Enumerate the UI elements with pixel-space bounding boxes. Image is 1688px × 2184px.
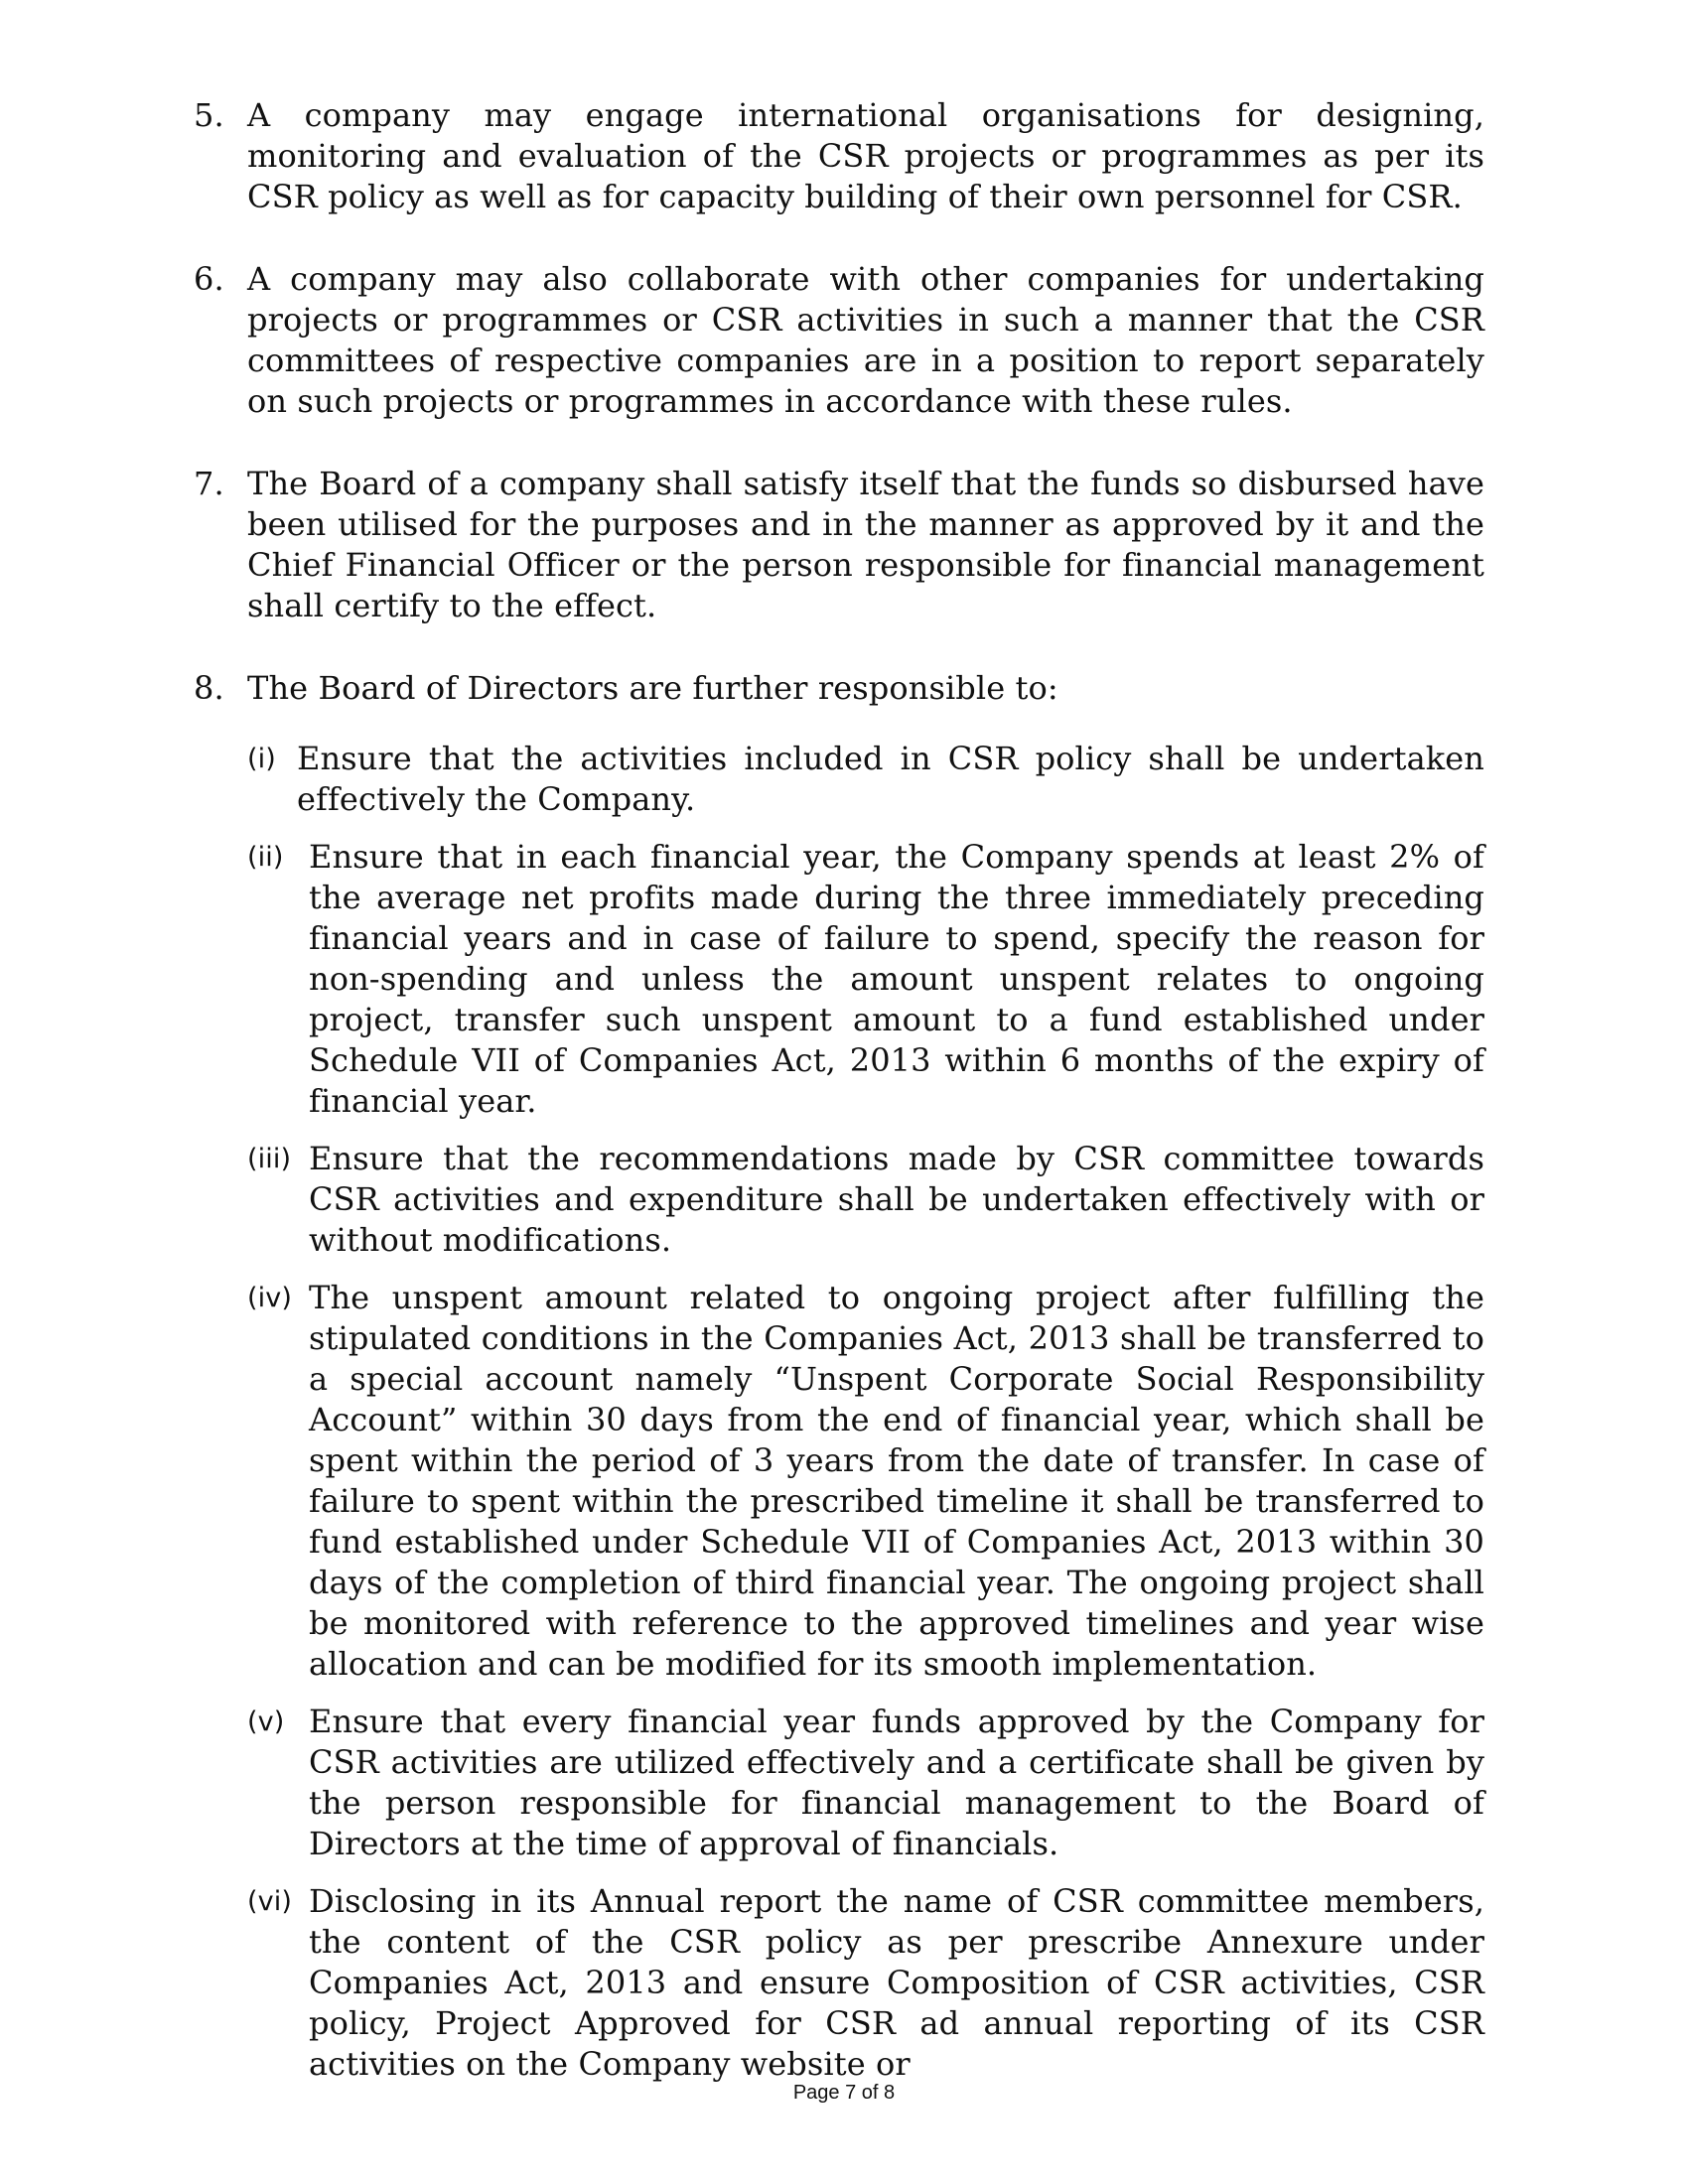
sub-item-ii: [247, 837, 1484, 1122]
sub-item-text: Ensure that the activities included in CSR policy shall be undertaken effectively the Company.: [297, 740, 1484, 818]
sub-item-number: (iii): [247, 1144, 292, 1174]
sub-item-text: Disclosing in its Annual report the name of CSR committee members, the content of the CSR policy as per prescribe Annexure under Companies Act, 2013 and ensure Composition of CSR activities, CSR policy, Project Approved for CSR ad annual reporting of its CSR activities on the Company website or: [309, 1882, 1484, 2083]
page-footer: [0, 2082, 1688, 2105]
sub-item-number: (vi): [247, 1886, 292, 1917]
list-item-6: [194, 259, 1484, 422]
list-item-5: [194, 95, 1484, 217]
sub-item-text: Ensure that every financial year funds approved by the Company for CSR activities are utilized effectively and a certificate shall be given by the person responsible for financial management to the Board of Directors at the time of approval of financials.: [309, 1703, 1484, 1862]
item-text: A company may also collaborate with other companies for undertaking projects or programmes or CSR activities in such a manner that the CSR committees of respective companies are in a position to report separately on such projects or programmes in accordance with these rules.: [247, 260, 1484, 420]
page-number: Page 7 of 8: [792, 2082, 896, 2104]
sub-item-iv: [247, 1278, 1484, 1685]
item-text: The Board of a company shall satisfy itself that the funds so disbursed have been utilised for the purposes and in the manner as approved by it and the Chief Financial Officer or the person responsible for financial management shall certify to the effect.: [247, 465, 1484, 624]
sub-item-iii: [247, 1139, 1484, 1261]
item-number: 5.: [194, 96, 224, 134]
item-text: A company may engage international organisations for designing, monitoring and evaluation of the CSR projects or programmes as per its CSR policy as well as for capacity building of their own personnel for CSR.: [247, 96, 1484, 215]
list-item-8: [194, 668, 1484, 709]
sub-list: [247, 739, 1484, 2085]
page-body: [194, 95, 1484, 2102]
sub-item-text: Ensure that in each financial year, the Company spends at least 2% of the average net profits made during the three immediately preceding financial years and in case of failure to spend, specify the reason for non-spending and unless the amount unspent relates to ongoing project, transfer such unspent amount to a fund established under Schedule VII of Companies Act, 2013 within 6 months of the expiry of financial year.: [309, 838, 1484, 1120]
item-number: 8.: [194, 669, 224, 707]
sub-item-i: [247, 739, 1484, 820]
list-item-7: [194, 464, 1484, 626]
sub-item-vi: [247, 1881, 1484, 2085]
sub-item-number: (i): [247, 744, 276, 774]
sub-item-number: (v): [247, 1706, 285, 1737]
sub-item-v: [247, 1702, 1484, 1864]
item-number: 7.: [194, 465, 224, 502]
sub-item-text: Ensure that the recommendations made by CSR committee towards CSR activities and expenditure shall be undertaken effectively with or without modifications.: [309, 1140, 1484, 1259]
sub-item-number: (iv): [247, 1283, 292, 1313]
item-text: The Board of Directors are further responsible to:: [247, 669, 1058, 707]
sub-item-text: The unspent amount related to ongoing project after fulfilling the stipulated conditions in the Companies Act, 2013 shall be transferred to a special account namely “Unspent Corporate Social Responsibility Account” within 30 days from the end of financial year, which shall be spent within the period of 3 years from the date of transfer. In case of failure to spent within the prescribed timeline it shall be transferred to fund established under Schedule VII of Companies Act, 2013 within 30 days of the completion of third financial year. The ongoing project shall be monitored with reference to the approved timelines and year wise allocation and can be modified for its smooth implementation.: [309, 1279, 1484, 1683]
item-number: 6.: [194, 260, 224, 298]
sub-item-number: (ii): [247, 842, 284, 873]
